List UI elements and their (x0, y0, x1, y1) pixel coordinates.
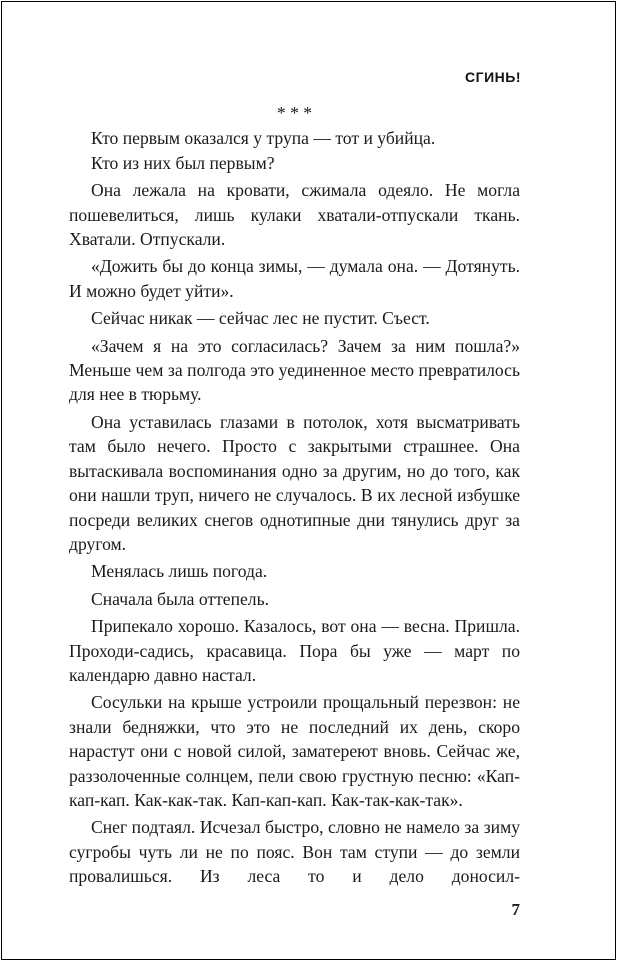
paragraph-9: Сначала была оттепель. (91, 588, 269, 609)
text-block (69, 101, 520, 889)
paragraph-1: Кто первым оказался у трупа — тот и убийца. (91, 128, 436, 149)
paragraph-12: Снег подтаял. Исчезал быстро, словно не намело за зиму сугробы чуть ли не по пояс. Вон там ступи — до земли провалишься. Из леса то и дело доносил- (69, 817, 520, 887)
paragraph-5: Сейчас никак — сейчас лес не пустит. Съест. (91, 308, 430, 329)
paragraph-4: «Дожить бы до конца зимы, — думала она. — Дотянуть. И можно будет уйти». (69, 256, 520, 301)
page-number: 7 (511, 900, 520, 919)
paragraph-7: Она уставилась глазами в потолок, хотя высматривать там было нечего. Просто с закрытыми страшнее. Она вытаскивала воспоминания одно за другим, но до того, как они нашли труп, ничего не случалось. В их лесной избушке посреди великих снегов однотипные дни тянулись друг за другом. (69, 411, 520, 554)
paragraph-2: Кто из них был первым? (91, 152, 275, 173)
running-head: СГИНЬ! (465, 69, 521, 85)
paragraph-10: Припекало хорошо. Казалось, вот она — весна. Пришла. Проходи-садись, красавица. Пора бы уже — март по календарю давно настал. (69, 616, 520, 685)
paragraph-6: «Зачем я на это согласилась? Зачем за ним пошла?» Меньше чем за полгода это уединенное место превратилось для нее в тюрьму. (69, 335, 520, 405)
paragraph-3: Она лежала на кровати, сжимала одеяло. Не могла пошевелиться, лишь кулаки хватали-отпускали ткань. Хватали. Отпускали. (69, 180, 520, 250)
paragraph-8: Менялась лишь погода. (91, 561, 268, 582)
section-separator: * * * (276, 103, 313, 123)
paragraph-11: Сосульки на крыше устроили прощальный перезвон: не знали бедняжки, что это не последний их день, скоро нарастут они с новой силой, заматереют вновь. Сейчас же, раззолоченные солнцем, пели свою грустную песню: «Кап-кап-кап. Как-как-так. Кап-кап-кап. Как-так-как-так». (69, 692, 520, 810)
